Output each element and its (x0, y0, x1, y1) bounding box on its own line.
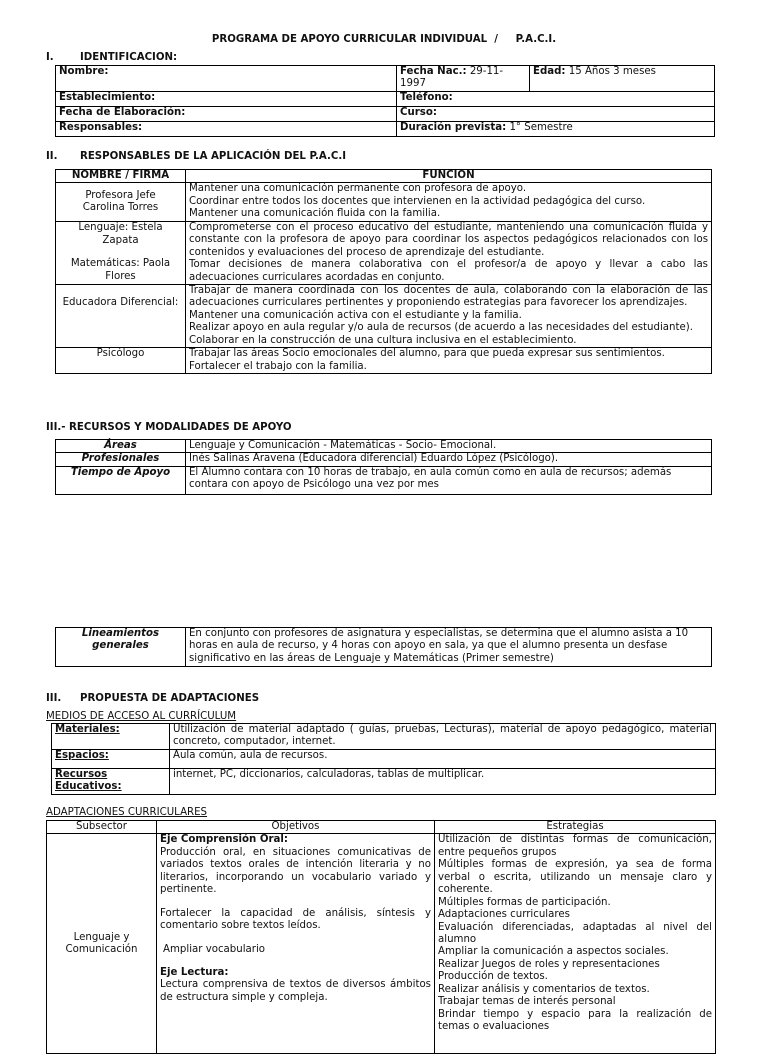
medio-value: Utilización de material adaptado ( guías, pruebas, Lecturas), material de apoyo pedagógico, material concreto, computador, internet. (170, 724, 716, 750)
responsables-label: Responsables: (56, 122, 397, 137)
estrategias-cell (435, 834, 716, 1054)
medios-table (51, 723, 716, 795)
responsable-row (56, 348, 712, 374)
section-1-number: I. (46, 52, 54, 63)
col-subsector: Subsector (47, 821, 157, 834)
edad-value: 15 Años 3 meses (568, 66, 656, 77)
responsable-function: Comprometerse con el proceso educativo del estudiante, manteniendo una comunicación fluida y constante con la profesora de apoyo para coordinar los aspectos pedagógicos relacionados con los contenidos y evaluaciones del proceso de aprendizaje del estudiante. Tomar decisiones de manera colaborativa con el profesor/a de apoyo y llevar a cabo las adecuaciones curriculares acordadas en conjunto. (186, 221, 712, 284)
estrategia-item: Brindar tiempo y espacio para la realización de temas o evaluaciones (438, 1008, 712, 1032)
section-2-heading: RESPONSABLES DE LA APLICACIÓN DEL P.A.C.I (80, 151, 346, 162)
medios-acceso-title: MEDIOS DE ACCESO AL CURRÍCULUM (46, 711, 237, 722)
objetivo-item: Lectura comprensiva de textos de diversos ámbitos de estructura simple y compleja. (160, 979, 431, 1003)
col-estrategias: Estrategias (435, 821, 716, 834)
section-2-number: II. (46, 151, 58, 162)
col-objetivos: Objetivos (157, 821, 435, 834)
estrategia-item: Producción de textos. (438, 971, 548, 983)
responsable-name: Educadora Diferencial: (56, 284, 186, 347)
recurso-label: Profesionales (56, 453, 186, 466)
responsable-function: Mantener una comunicación permanente con profesora de apoyo. Coordinar entre todos los docentes que intervienen en la actividad pedagógica del curso. Mantener una comunicación fluida con la familia. (186, 183, 712, 221)
col-funcion: FUNCION (186, 170, 712, 183)
establecimiento-label: Establecimiento: (56, 92, 397, 107)
responsable-function: Trabajar de manera coordinada con los docentes de aula, colaborando con la elaboración de las adecuaciones curriculares pertinentes y proponiendo estrategias para favorecer los aprendizajes. Mantener una comunicación activa con el estudiante y la familia. Realizar apoyo en aula regular y/o aula de recursos (de acuerdo a las necesidades del estudiante). Colaborar en la construcción de una cultura inclusiva en el establecimiento. (186, 284, 712, 347)
recursos-table (55, 439, 712, 495)
adaptaciones-title: ADAPTACIONES CURRICULARES (46, 807, 208, 818)
objetivo-item: Ampliar vocabulario (163, 943, 266, 955)
fecha-nac-value: 29-11-1997 (400, 66, 504, 90)
medio-value: Aula común, aula de recursos. (170, 749, 716, 768)
section-3-heading: III.- RECURSOS Y MODALIDADES DE APOYO (46, 422, 292, 433)
estrategia-item: Adaptaciones curriculares (438, 909, 570, 921)
estrategia-item: Ampliar la comunicación a aspectos sociales. (438, 946, 669, 958)
eje-lectura: Eje Lectura: (160, 966, 229, 978)
duracion-label: Duración prevista: (400, 122, 507, 133)
responsable-name: Psicólogo (56, 348, 186, 374)
objetivos-cell (157, 834, 435, 1054)
duracion-value: 1° Semestre (509, 122, 573, 133)
medio-label: Espacios: (52, 749, 170, 768)
adaptaciones-table (46, 820, 716, 1054)
identification-table (55, 65, 715, 137)
recurso-value: Inés Salinas Aravena (Educadora diferencial) Eduardo López (Psicólogo). (186, 453, 712, 466)
subsector-lenguaje: Lenguaje y Comunicación (47, 834, 157, 1054)
responsable-row (56, 221, 712, 284)
estrategia-item: Evaluación diferenciadas, adaptadas al nivel del alumno (438, 921, 712, 945)
telefono-label: Teléfono: (397, 92, 715, 107)
fecha-nac-label: Fecha Nac.: (400, 66, 467, 77)
recurso-value: Lenguaje y Comunicación - Matemáticas - Socio- Emocional. (186, 440, 712, 453)
estrategia-item: Múltiples formas de expresión, ya sea de forma verbal o escrita, utilizando un mensaje claro y coherente. (438, 859, 712, 896)
col-nombre-firma: NOMBRE / FIRMA (56, 170, 186, 183)
section-1-heading: IDENTIFICACION: (80, 52, 178, 63)
section-4-number: III. (46, 693, 62, 704)
medio-label: Materiales: (52, 724, 170, 750)
edad-label: Edad: (533, 66, 566, 77)
eje-comprension-oral: Eje Comprensión Oral: (160, 834, 288, 846)
recurso-label: Áreas (56, 440, 186, 453)
estrategia-item: Realizar análisis y comentarios de textos. (438, 983, 650, 995)
medio-value: internet, PC, diccionarios, calculadoras, tablas de multiplicar. (170, 768, 716, 794)
responsable-row (56, 284, 712, 347)
edad-cell (530, 66, 715, 92)
fecha-nac-cell (397, 66, 530, 92)
lineamientos-table (55, 627, 712, 667)
responsable-name: Lenguaje: Estela Zapata Matemáticas: Paola Flores (56, 221, 186, 284)
document-title: PROGRAMA DE APOYO CURRICULAR INDIVIDUAL / P.A.C.I. (211, 34, 557, 45)
estrategia-item: Trabajar temas de interés personal (438, 996, 616, 1008)
duracion-cell (397, 122, 715, 137)
recurso-value: El Alumno contara con 10 horas de trabajo, en aula común como en aula de recursos; además contara con apoyo de Psicólogo una vez por mes (186, 466, 712, 494)
medio-label: Recursos Educativos: (52, 768, 170, 794)
lineamientos-label: Lineamientos generales (56, 628, 186, 667)
responsable-name: Profesora Jefe Carolina Torres (56, 183, 186, 221)
objetivo-item: Producción oral, en situaciones comunicativas de variados textos orales de intención literaria y no literarios, incorporando un vocabulario variado y pertinente. (160, 846, 431, 896)
objetivo-item: Fortalecer la capacidad de análisis, síntesis y comentario sobre textos leídos. (160, 907, 431, 932)
nombre-label: Nombre: (56, 66, 397, 92)
recurso-label: Tiempo de Apoyo (56, 466, 186, 494)
curso-label: Curso: (397, 107, 715, 122)
estrategia-item: Utilización de distintas formas de comunicación, entre pequeños grupos (438, 834, 712, 858)
estrategia-item: Múltiples formas de participación. (438, 896, 611, 908)
fecha-elaboracion-label: Fecha de Elaboración: (56, 107, 397, 122)
responsable-function: Trabajar las áreas Socio emocionales del alumno, para que pueda expresar sus sentimientos. Fortalecer el trabajo con la familia. (186, 348, 712, 374)
estrategia-item: Realizar Juegos de roles y representaciones (438, 958, 660, 970)
lineamientos-value: En conjunto con profesores de asignatura y especialistas, se determina que el alumno asista a 10 horas en aula de recurso, y 4 horas con apoyo en sala, ya que el alumno presenta un desfase significativo en las áreas de Lenguaje y Matemáticas (Primer semestre) (186, 628, 712, 667)
responsable-row (56, 183, 712, 221)
responsables-table (55, 169, 712, 374)
section-4-heading: PROPUESTA DE ADAPTACIONES (80, 693, 260, 704)
